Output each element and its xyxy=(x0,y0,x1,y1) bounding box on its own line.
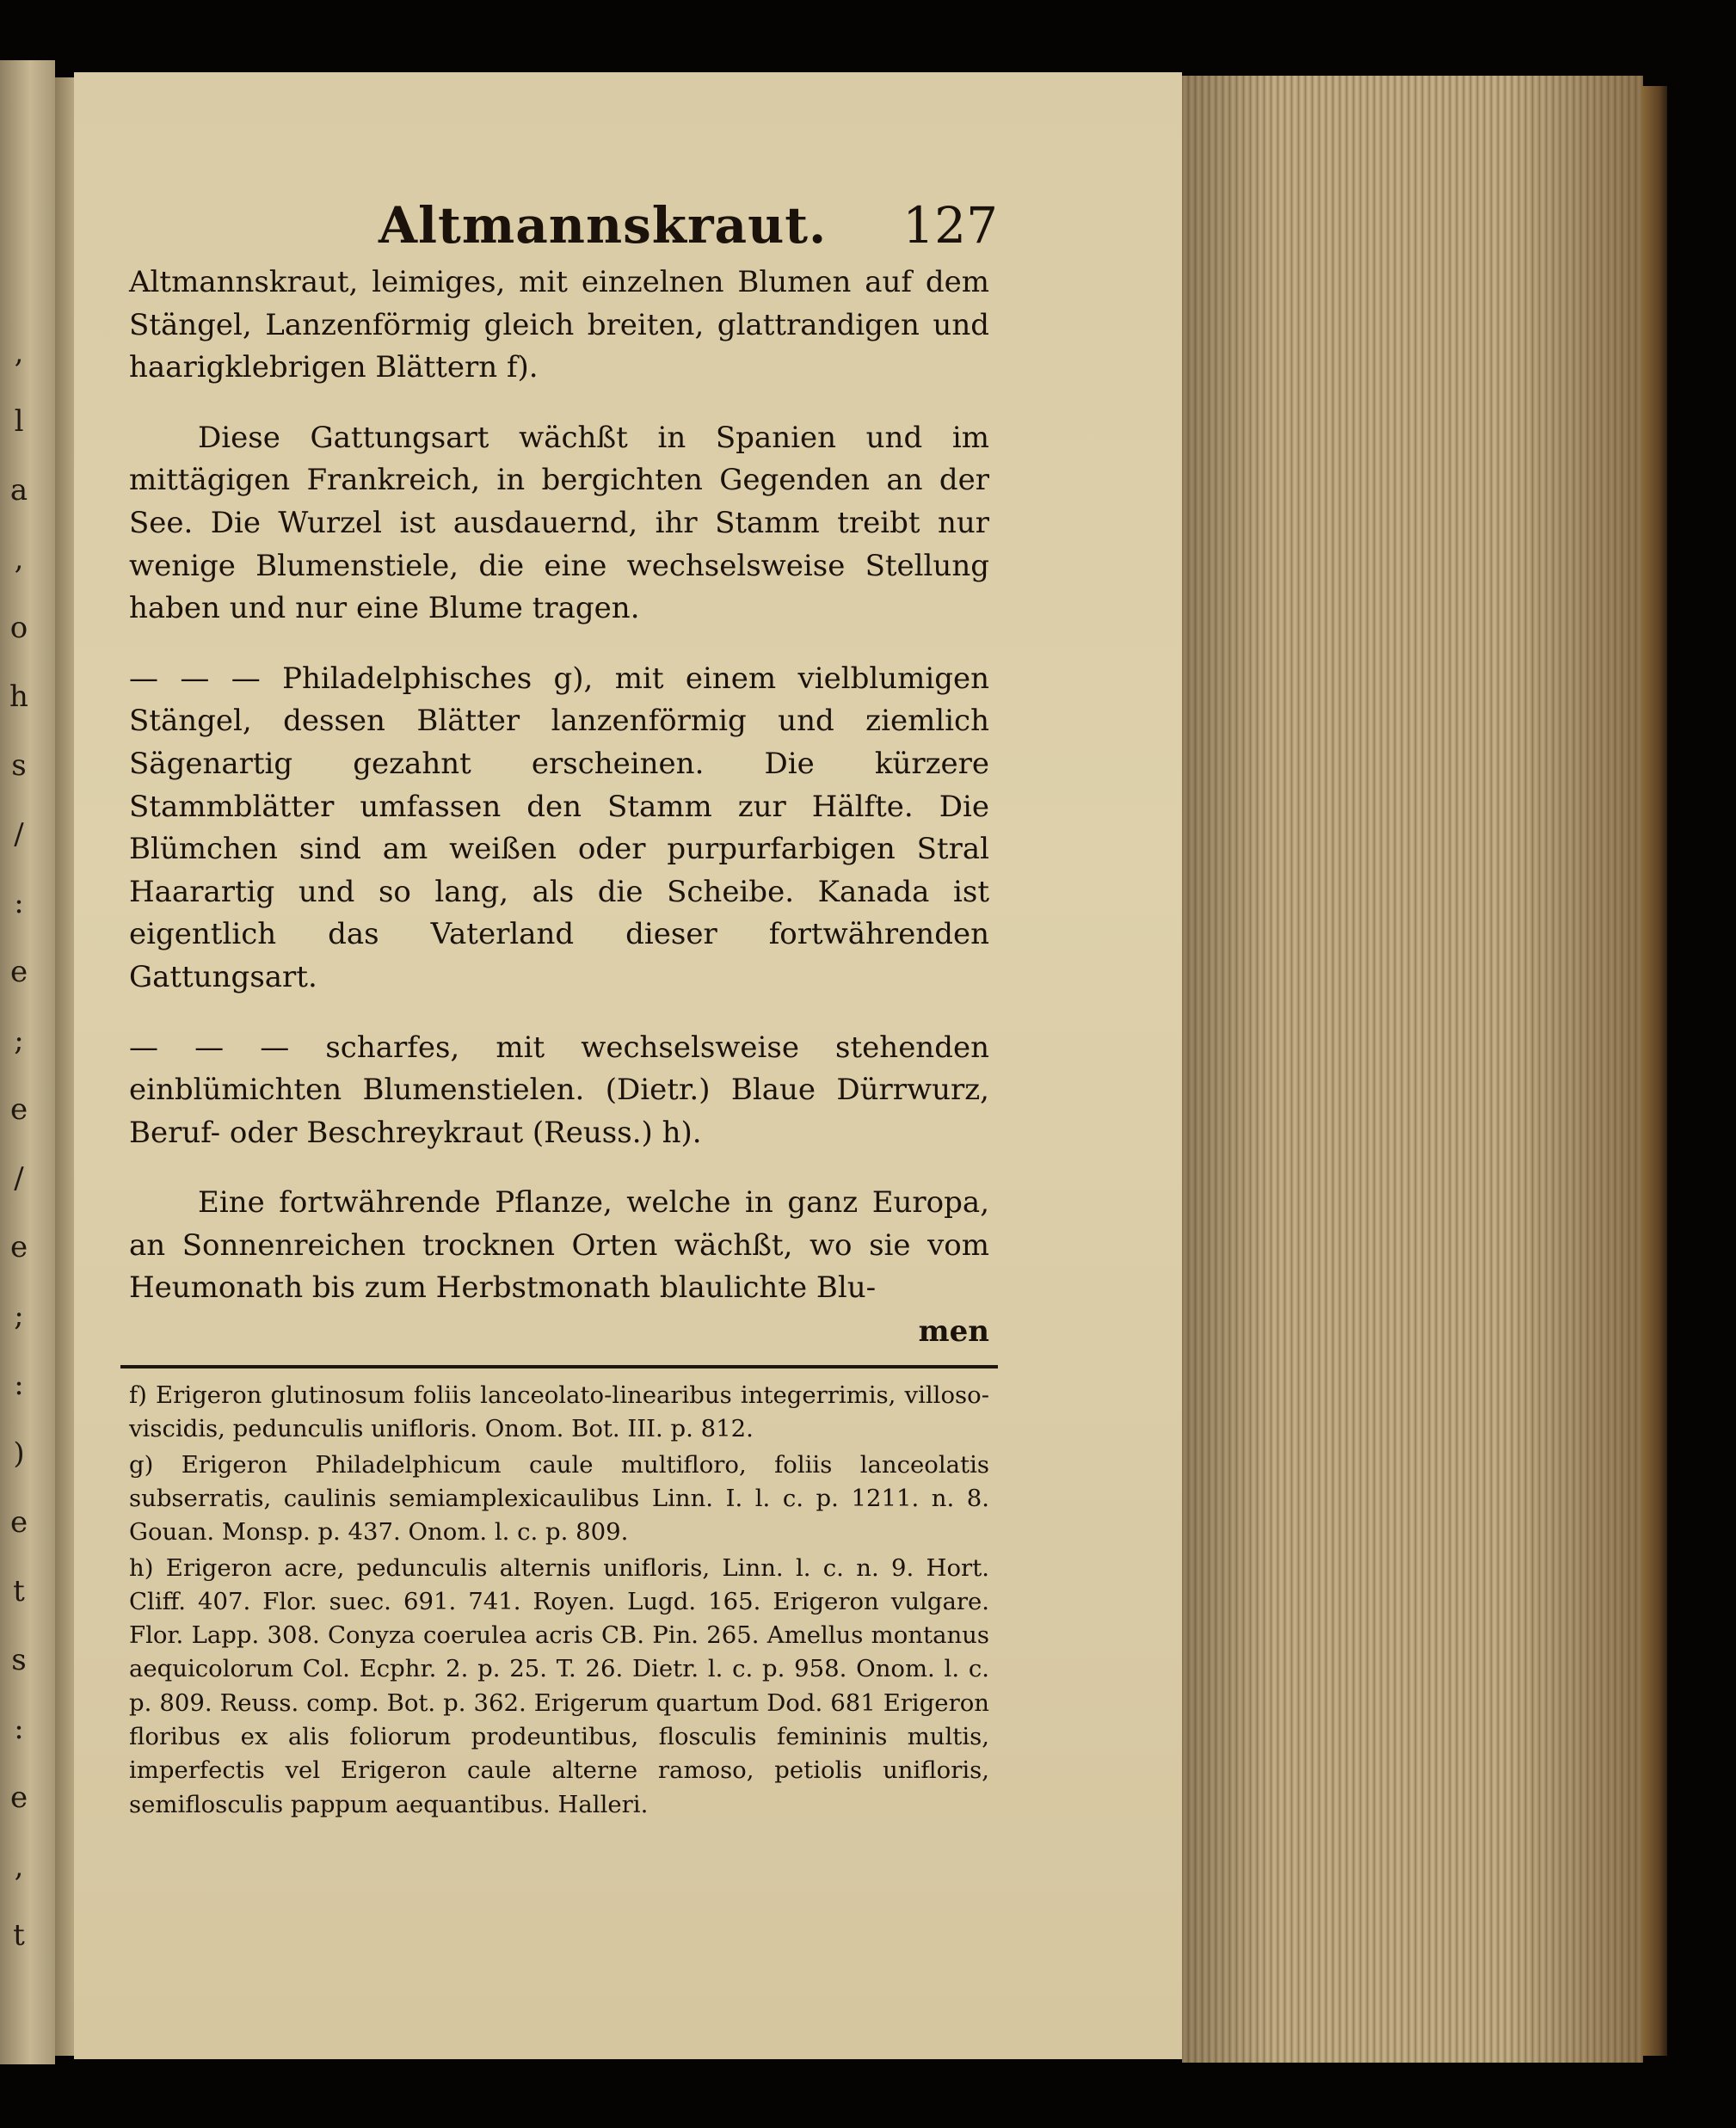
previous-page-glyph: : xyxy=(14,886,24,920)
paragraph-entry-philadelphicum: — — — Philadelphisches g), mit einem vielblumigen Stängel, dessen Blätter lanzenförmig und ziemlich Sägenartig gezahnt erscheinen. Die kürzere Stammblätter umfassen den Stamm zur Hälfte. Die Blümchen sind am weißen oder purpurfarbigen Stral Haarartig und so lang, als die Scheibe. Kanada ist eigentlich das Vaterland dieser fortwährenden Gattungsart. xyxy=(129,661,989,994)
paragraph-entry-acre: — — — scharfes, mit wechselsweise stehenden einblümichten Blumenstielen. (Dietr.) Blaue Dürrwurz, Beruf- oder Beschreykraut (Reuss.) h). xyxy=(129,1030,989,1150)
previous-page-glyph: ; xyxy=(14,1299,24,1333)
previous-page-glyph: e xyxy=(9,1092,28,1127)
previous-page-glyph: s xyxy=(11,748,27,783)
paragraph-description-acre: Eine fortwährende Pflanze, welche in ganz Europa, an Sonnenreichen trocknen Orten wächßt, wo sie vom Heumonath bis zum Herbstmonath blaulichte Blu- xyxy=(129,1185,989,1306)
footnote-g: g) Erigeron Philadelphicum caule multifloro, foliis lanceolatis subserratis, caulinis semiamplexicaulibus Linn. I. l. c. p. 1211. n. 8. Gouan. Monsp. p. 437. Onom. l. c. p. 809. xyxy=(129,1450,989,1547)
previous-page-glyph: t xyxy=(13,1574,25,1608)
paragraph-description-glutinosum: Diese Gattungsart wächßt in Spanien und im mittägigen Frankreich, in bergichten Gegenden an der See. Die Wurzel ist ausdauernd, ihr Stamm treibt nur wenige Blumenstiele, die eine wechselsweise Stellung haben und nur eine Blume tragen. xyxy=(129,420,989,626)
page-number: 127 xyxy=(902,196,998,255)
previous-page-glyph: a xyxy=(9,473,28,507)
fore-edge-shading xyxy=(1182,76,1643,2063)
footnotes xyxy=(129,1379,989,1822)
previous-page-glyph: ) xyxy=(13,1436,25,1471)
previous-page-glyph: e xyxy=(9,1781,28,1815)
previous-page-glyph: / xyxy=(14,1161,24,1196)
previous-page-glyph: s xyxy=(11,1643,27,1677)
previous-page-glyph: / xyxy=(14,817,24,852)
book-cover-edge xyxy=(1641,86,1667,2056)
page-text-block xyxy=(129,182,998,1822)
previous-page-glyph: ; xyxy=(14,1024,24,1058)
previous-page-glyph: l xyxy=(14,404,24,439)
page-header xyxy=(129,182,998,261)
previous-page-glyph: h xyxy=(9,680,28,714)
paragraph-entry-glutinosum: Altmannskraut, leimiges, mit einzelnen Blumen auf dem Stängel, Lanzenförmig gleich breiten, glattrandigen und haarigklebrigen Blättern f). xyxy=(129,265,989,385)
previous-page-glyph: : xyxy=(14,1712,24,1746)
previous-page-glyph: : xyxy=(14,1368,24,1402)
previous-page-glyph: o xyxy=(9,611,28,645)
main-text xyxy=(129,261,989,1353)
catchword: men xyxy=(918,1314,989,1350)
previous-page-margin-glyphs xyxy=(2,318,36,1970)
footnote-h: h) Erigeron acre, pedunculis alternis unifloris, Linn. l. c. n. 9. Hort. Cliff. 407. Flor. suec. 691. 741. Royen. Lugd. 165. Erigeron vulgare. Flor. Lapp. 308. Conyza coerulea acris CB. Pin. 265. Amellus montanus aequicolorum Col. Ecphr. 2. p. 25. T. 26. Dietr. l. c. p. 958. Onom. l. c. p. 809. Reuss. comp. Bot. p. 362. Erigerum quartum Dod. 681 Erigeron floribus ex alis foliorum prodeuntibus, flosculis femininis multis, imperfectis vel Erigeron caule alterne ramoso, petiolis unifloris, semiflosculis pappum aequantibus. Halleri. xyxy=(129,1553,989,1818)
previous-page-glyph: , xyxy=(14,542,24,576)
previous-page-glyph: e xyxy=(9,1505,28,1540)
previous-page-glyph: t xyxy=(13,1918,25,1953)
previous-page-glyph: e xyxy=(9,1230,28,1264)
previous-page-edge xyxy=(0,60,55,2064)
previous-page-glyph: , xyxy=(14,335,24,370)
previous-page-glyph: e xyxy=(9,955,28,989)
running-title: Altmannskraut. xyxy=(379,196,828,255)
footnote-f: f) Erigeron glutinosum foliis lanceolato-linearibus integerrimis, villoso-viscidis, pedunculis unifloris. Onom. Bot. III. p. 812. xyxy=(129,1381,989,1443)
footnote-rule xyxy=(120,1365,998,1368)
previous-page-glyph: , xyxy=(14,1849,24,1884)
